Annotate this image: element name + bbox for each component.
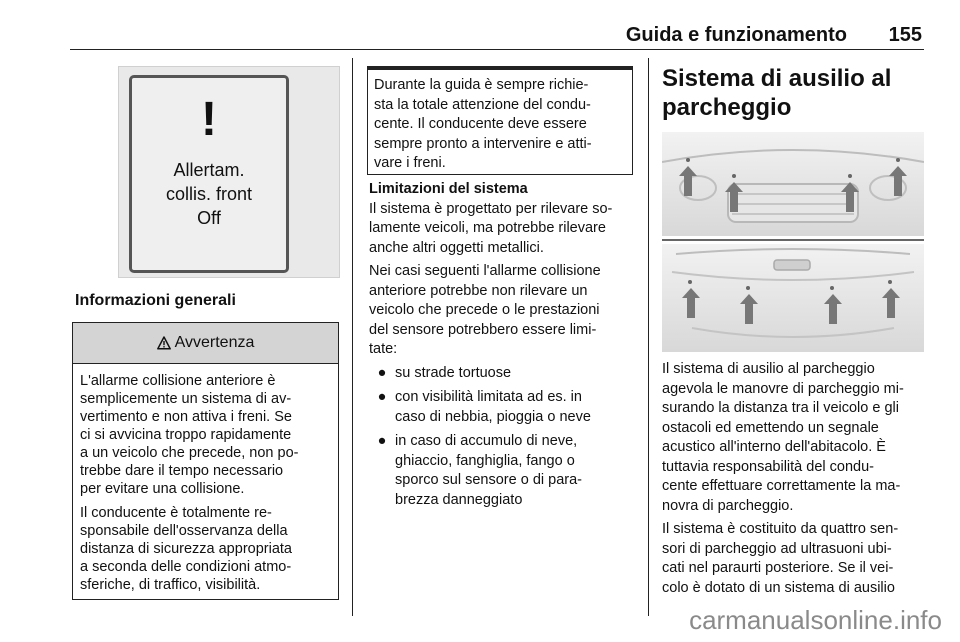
column-divider [648, 58, 649, 616]
general-info-heading: Informazioni generali [75, 292, 236, 309]
text-line: del sensore potrebbero essere limi- [369, 321, 597, 338]
text-line: acustico all'interno dell'abitacolo. È [662, 439, 886, 455]
note-text [368, 70, 632, 174]
limits-paragraph [369, 200, 639, 259]
warning-paragraph [80, 372, 332, 498]
text-line: Il sistema di ausilio al parcheggio [662, 361, 875, 377]
text-line: ci si avvicina troppo rapidamente [80, 427, 292, 443]
exclamation-icon: ! [201, 93, 217, 146]
warning-triangle-icon [157, 336, 171, 350]
text-line: Nei casi seguenti l'allarme collisione [369, 263, 601, 279]
text-line: Il sistema è progettato per rilevare so- [369, 200, 613, 217]
display-screen [129, 75, 289, 273]
warning-body [73, 364, 338, 594]
text-line: sori di parcheggio ad ultrasuoni ubi- [662, 540, 892, 557]
text-line: a un veicolo che precede, non po- [80, 445, 299, 461]
limitations-list [369, 364, 639, 511]
text-line: tuttavia responsabilità del condu- [662, 458, 874, 475]
text-line: Il conducente è totalmente re- [80, 505, 272, 521]
list-item [369, 388, 639, 427]
parking-paragraph [662, 520, 930, 598]
text-line: anche altri oggetti metallici. [369, 239, 544, 256]
warning-header [73, 323, 338, 364]
text-line: vertimento e non attiva i freni. Se [80, 409, 292, 425]
text-line: Il sistema è costituito da quattro sen- [662, 521, 899, 537]
text-line: cente. Il conducente deve essere [374, 116, 587, 132]
text-line: ghiaccio, fanghiglia, fango o [395, 452, 575, 469]
text-line: su strade tortuose [395, 364, 512, 381]
list-item [369, 364, 639, 384]
text-line: ostacoli ed emettendo un segnale [662, 419, 879, 436]
system-limits-heading: Limitazioni del sistema [369, 181, 528, 197]
system-limits-section [369, 180, 639, 515]
text-line: L'allarme collisione anteriore è [80, 373, 276, 389]
text-line: sferiche, di traffico, visibilità. [80, 577, 261, 593]
text-line: in caso di accumulo di neve, [395, 433, 578, 449]
text-line: caso di nebbia, pioggia o neve [395, 408, 591, 425]
bullet-icon: ● [377, 433, 387, 449]
title-line: Sistema di ausilio al [662, 65, 892, 92]
text-line: a seconda delle condizioni atmo- [80, 559, 292, 575]
text-line: brezza danneggiato [395, 491, 523, 508]
text-line: sta la totale attenzione del condu- [374, 96, 591, 113]
text-line: Durante la guida è sempre richie- [374, 77, 589, 93]
list-item [369, 432, 639, 510]
text-line: trebbe dare il tempo necessario [80, 463, 284, 479]
text-line: sempre pronto a intervenire e atti- [374, 135, 592, 152]
text-line: sporco sul sensore o di para- [395, 472, 582, 488]
warning-box [72, 322, 339, 600]
warning-paragraph [80, 504, 332, 594]
text-line: tate: [369, 341, 398, 357]
title-line: parcheggio [662, 94, 792, 121]
parking-assist-text [662, 360, 930, 602]
text-line: anteriore potrebbe non rilevare un [369, 282, 588, 299]
column-divider [352, 58, 353, 616]
bumper-sensors-illustration [662, 132, 924, 352]
text-line: agevola le manovre di parcheggio mi- [662, 380, 904, 397]
watermark: carmanualsonline.info [689, 605, 942, 635]
limits-paragraph [369, 262, 639, 360]
warning-title: Avvertenza [174, 334, 255, 351]
cluster-display-illustration [118, 66, 340, 278]
text-line: vare i freni. [374, 155, 446, 171]
text-line: novra di parcheggio. [662, 497, 794, 514]
text-line: sponsabile dell'osservanza della [80, 523, 288, 539]
page-number: 155 [888, 24, 922, 46]
text-line: surando la distanza tra il veicolo e gli [662, 400, 899, 416]
text-line: veicolo che precede o le prestazioni [369, 302, 600, 318]
display-line: Allertam. [173, 160, 245, 180]
display-line: collis. front [165, 184, 253, 204]
front-bumper [662, 132, 924, 236]
text-line: distanza di sicurezza appropriata [80, 541, 292, 557]
list-item-text [395, 364, 511, 384]
section-title: Guida e funzionamento [625, 24, 847, 46]
driver-attention-note [367, 66, 633, 175]
bullet-icon: ● [377, 389, 387, 405]
text-line: cati nel paraurti posteriore. Se il vei- [662, 560, 894, 576]
display-line: Off [197, 208, 221, 228]
list-item-text [395, 388, 591, 427]
parking-paragraph [662, 360, 930, 516]
text-line: colo è dotato di un sistema di ausilio [662, 579, 895, 596]
text-line: semplicemente un sistema di av- [80, 391, 292, 407]
header-rule [70, 49, 924, 50]
text-line: cente effettuare correttamente la ma- [662, 478, 901, 494]
rear-bumper [662, 244, 924, 352]
list-item-text [395, 432, 582, 510]
text-line: lamente veicoli, ma potrebbe rilevare [369, 220, 606, 236]
parking-assist-title [662, 64, 891, 122]
text-line: per evitare una collisione. [80, 481, 245, 497]
bullet-icon: ● [377, 364, 387, 381]
text-line: con visibilità limitata ad es. in [395, 389, 582, 405]
